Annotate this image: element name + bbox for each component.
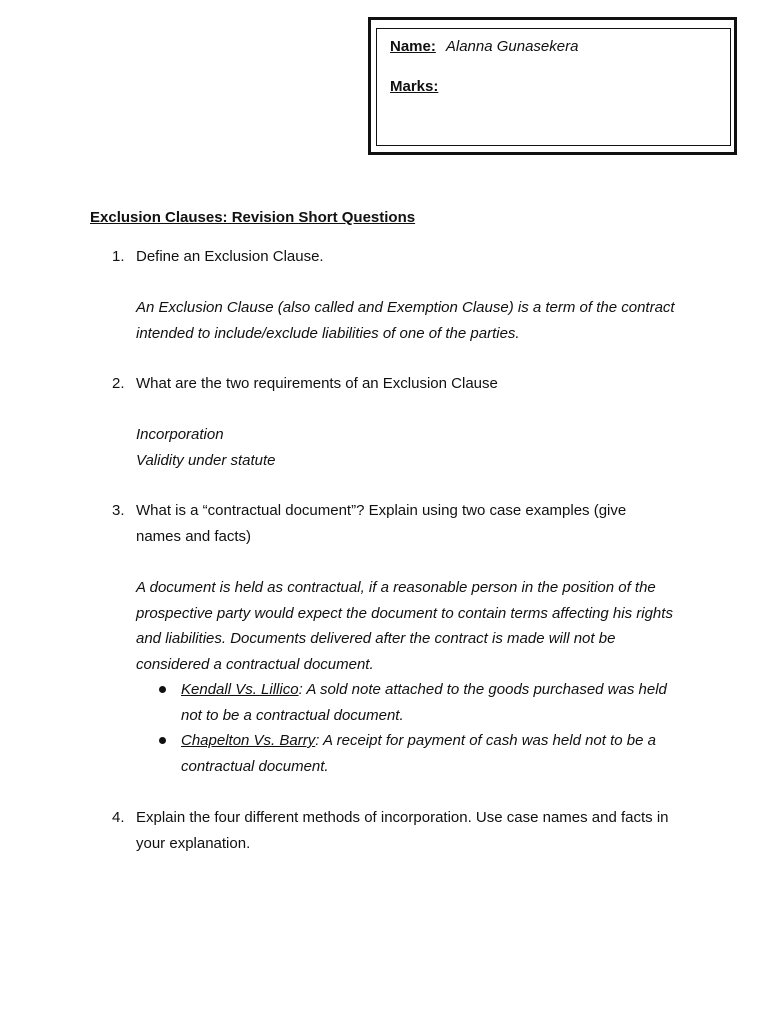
bullet-icon xyxy=(159,686,166,693)
answer-line: Validity under statute xyxy=(136,451,276,469)
question-2 xyxy=(112,371,672,397)
marks-label: Marks: xyxy=(390,78,439,95)
case-fact: : A receipt for payment of cash was held not to be a contractual document. xyxy=(181,732,656,775)
student-info-box xyxy=(368,17,737,155)
question-number: 3. xyxy=(112,502,125,519)
question-3 xyxy=(112,498,672,549)
case-name: Kendall Vs. Lillico xyxy=(181,681,299,698)
name-label: Name: xyxy=(390,38,436,55)
answer-1: An Exclusion Clause (also called and Exemption Clause) is a term of the contract intended to include/exclude liabilities of one of the parties. xyxy=(136,299,675,342)
question-number: 2. xyxy=(112,375,125,392)
answer-line: Incorporation xyxy=(136,426,224,443)
question-number: 4. xyxy=(112,809,125,826)
question-text: What is a “contractual document”? Explain using two case examples (give names and facts) xyxy=(136,502,627,545)
question-4 xyxy=(112,805,672,856)
bullet-icon xyxy=(159,737,166,744)
question-text: Explain the four different methods of incorporation. Use case names and facts in your explanation. xyxy=(136,809,669,852)
list-item xyxy=(157,728,681,779)
name-row xyxy=(390,37,578,57)
question-text: What are the two requirements of an Exclusion Clause xyxy=(136,375,498,392)
name-value: Alanna Gunasekera xyxy=(445,38,579,55)
question-1 xyxy=(112,244,672,270)
case-examples-list xyxy=(157,677,681,779)
question-text: Define an Exclusion Clause. xyxy=(136,248,324,265)
case-fact: : A sold note attached to the goods purchased was held not to be a contractual document. xyxy=(181,681,667,724)
question-number: 1. xyxy=(112,248,125,265)
marks-row xyxy=(390,77,438,97)
document-title: Exclusion Clauses: Revision Short Questions xyxy=(90,209,416,226)
answer-2 xyxy=(136,422,681,473)
answer-3: A document is held as contractual, if a reasonable person in the position of the prospective party would expect the document to contain terms affecting his rights and liabilities. Documents delivered after the contract is made will not be considered a contractual document. xyxy=(136,579,673,673)
case-name: Chapelton Vs. Barry xyxy=(181,732,316,749)
student-info-inner-box xyxy=(376,28,731,146)
list-item xyxy=(157,677,681,728)
